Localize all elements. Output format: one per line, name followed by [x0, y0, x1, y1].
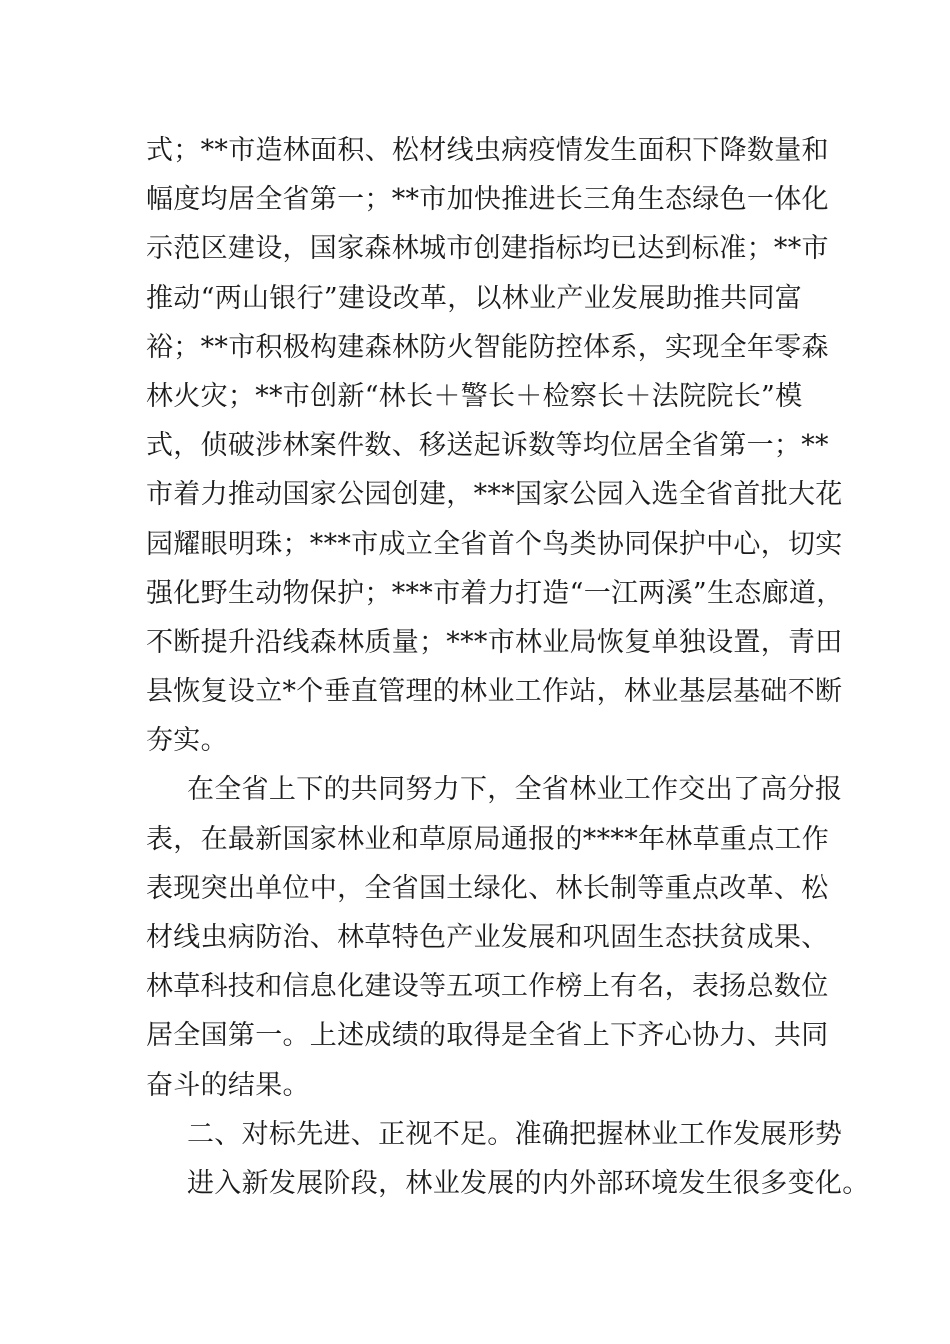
- text-line: 表现突出单位中，全省国土绿化、林长制等重点改革、松: [146, 872, 829, 904]
- section-heading: [146, 1110, 843, 1159]
- text-line: 式，侦破涉林案件数、移送起诉数等均位居全省第一；**: [146, 430, 829, 462]
- text-line: 县恢复设立*个垂直管理的林业工作站，林业基层基础不断: [146, 676, 843, 708]
- text-line: 进入新发展阶段，林业发展的内外部环境发生很多变化。: [187, 1167, 870, 1199]
- text-line: 表，在最新国家林业和草原局通报的****年林草重点工作: [146, 823, 830, 855]
- paragraph-2: [146, 765, 843, 1109]
- paragraph-3: [146, 1159, 870, 1208]
- text-line: 材线虫病防治、林草特色产业发展和巩固生态扶贫成果、: [146, 922, 829, 953]
- text-line: 林火灾；**市创新“林长＋警长＋检察长＋法院院长”模: [146, 380, 803, 412]
- text-line: 裕；**市积极构建森林防火智能防控体系，实现全年零森: [146, 331, 829, 363]
- text-line: 奋斗的结果。: [146, 1069, 310, 1101]
- text-line: 夯实。: [146, 725, 228, 757]
- text-line: 在全省上下的共同努力下，全省林业工作交出了高分报: [187, 774, 843, 806]
- text-line: 不断提升沿线森林质量；***市林业局恢复单独设置，青田: [146, 626, 843, 658]
- text-line: 式；**市造林面积、松材线虫病疫情发生面积下降数量和: [146, 135, 829, 166]
- text-line: 推动“两山银行”建设改革，以林业产业发展助推共同富: [146, 282, 803, 314]
- paragraph-1: [146, 126, 844, 765]
- body-text: [146, 126, 870, 1208]
- text-line: 市着力推动国家公园创建，***国家公园入选全省首批大花: [146, 479, 843, 511]
- text-line: 林草科技和信息化建设等五项工作榜上有名，表扬总数位: [146, 971, 829, 1003]
- heading-line: 二、对标先进、正视不足。准确把握林业工作发展形势: [187, 1118, 843, 1150]
- text-line: 幅度均居全省第一；**市加快推进长三角生态绿色一体化: [146, 184, 829, 216]
- text-line: 强化野生动物保护；***市着力打造“一江两溪”生态廊道，: [146, 577, 844, 609]
- text-line: 园耀眼明珠；***市成立全省首个鸟类协同保护中心，切实: [146, 528, 843, 560]
- text-line: 居全国第一。上述成绩的取得是全省上下齐心协力、共同: [146, 1020, 829, 1052]
- text-line: 示范区建设，国家森林城市创建指标均已达到标准；**市: [146, 233, 829, 265]
